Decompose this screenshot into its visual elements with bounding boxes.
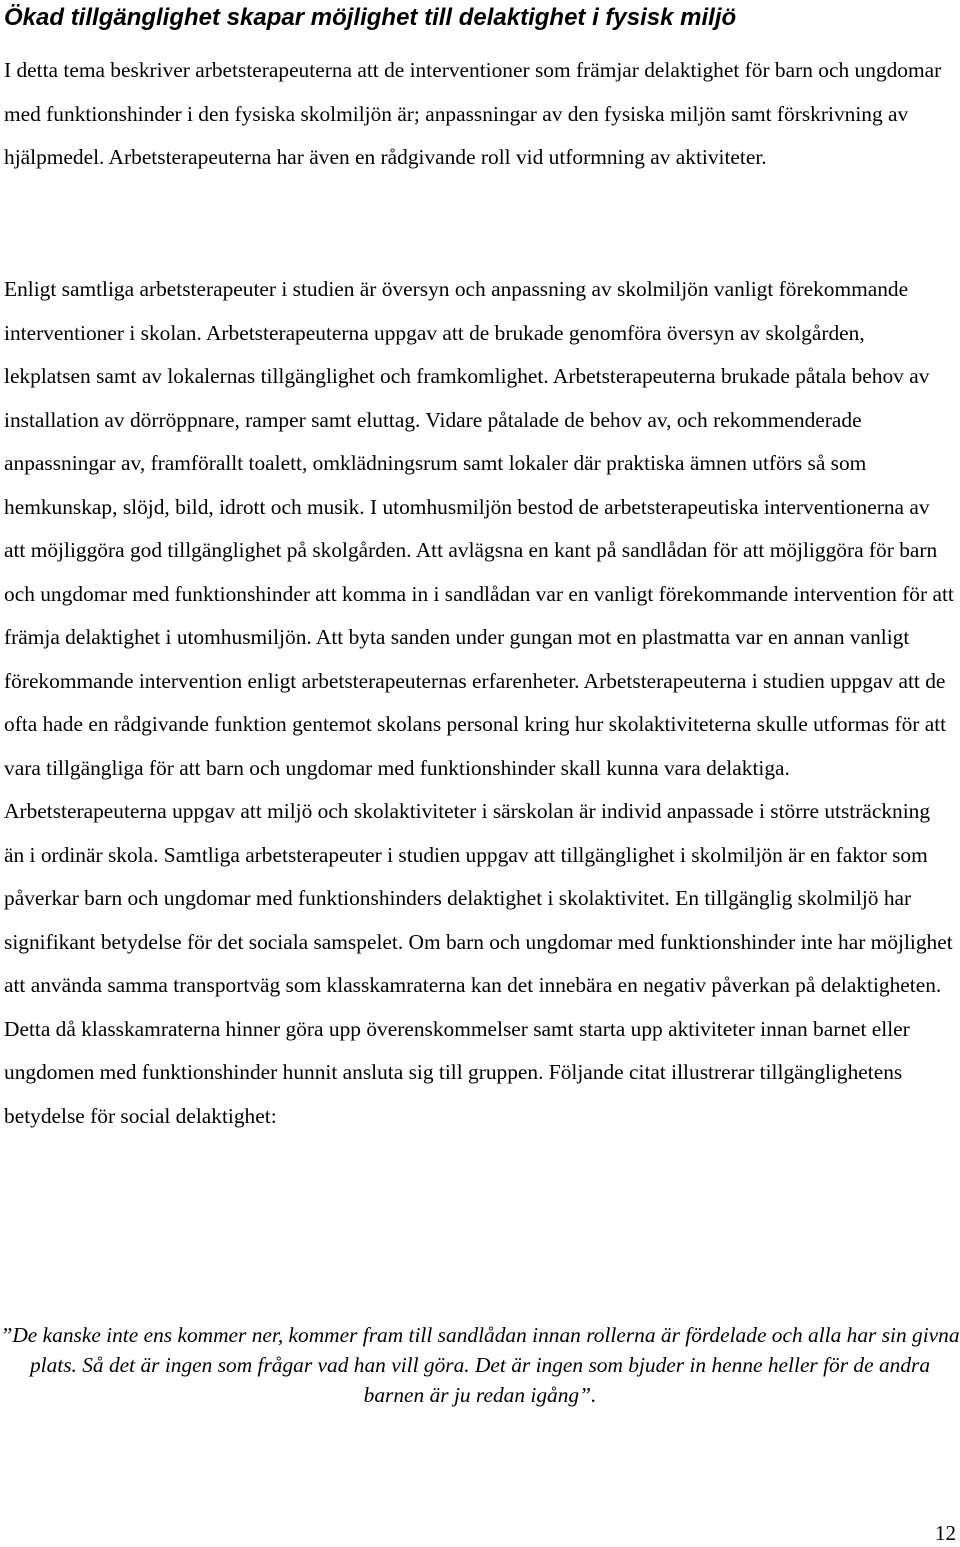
page-number: 12	[935, 1521, 956, 1545]
paragraph-body: Enligt samtliga arbetsterapeuter i studien är översyn och anpassning av skolmiljön vanligt förekommande interventioner i skolan. Arbetsterapeuterna uppgav att de brukade genomföra översyn av skolgården, lekplatsen samt av lokalernas tillgänglighet och framkomlighet. Arbetsterapeuterna brukade påtala behov av installation av dörröppnare, ramper samt eluttag. Vidare påtalade de behov av, och rekommenderade anpassningar av, framförallt toalett, omklädningsrum samt lokaler där praktiska ämnen utförs så som hemkunskap, slöjd, bild, idrott och musik. I utomhusmiljön bestod de arbetsterapeutiska interventionerna av att möjliggöra god tillgänglighet på skolgården. Att avlägsna en kant på sandlådan för att möjliggöra för barn och ungdomar med funktionshinder att komma in i sandlådan var en vanligt förekommande intervention för att främja delaktighet i utomhusmiljön. Att byta sanden under gungan mot en plastmatta var en annan vanligt förekommande intervention enligt arbetsterapeuternas erfarenheter. Arbetsterapeuterna i studien uppgav att de ofta hade en rådgivande funktion gentemot skolans personal kring hur skolaktiviteterna skulle utformas för att vara tillgängliga för att barn och ungdomar med funktionshinder skall kunna vara delaktiga. Arbetsterapeuterna uppgav att miljö och skolaktiviteter i särskolan är individ anpassade i större utsträckning än i ordinär skola. Samtliga arbetsterapeuter i studien uppgav att tillgänglighet i skolmiljön är en faktor som påverkar barn och ungdomar med funktionshinders delaktighet i skolaktivitet. En tillgänglig skolmiljö har signifikant betydelse för det sociala samspelet. Om barn och ungdomar med funktionshinder inte har möjlighet att använda samma transportväg som klasskamraterna kan det innebära en negativ påverkan på delaktigheten. Detta då klasskamraterna hinner göra upp överenskommelser samt starta upp aktiviteter innan barnet eller ungdomen med funktionshinder hunnit ansluta sig till gruppen. Följande citat illustrerar tillgänglighetens betydelse för social delaktighet:	[4, 277, 954, 1128]
paragraph-intro: I detta tema beskriver arbetsterapeuterna att de interventioner som främjar delaktighet för barn och ungdomar med funktionshinder i den fysiska skolmiljön är; anpassningar av den fysiska miljön samt förskrivning av hjälpmedel. Arbetsterapeuterna har även en rådgivande roll vid utformning av aktiviteter.	[4, 58, 942, 169]
section-heading: Ökad tillgänglighet skapar möjlighet till delaktighet i fysisk miljö	[4, 4, 737, 31]
block-quote: ”De kanske inte ens kommer ner, kommer fram till sandlådan innan rollerna är fördelade och alla har sin givna plats. Så det är ingen som frågar vad han vill göra. Det är ingen som bjuder in henne heller för de andra barnen är ju redan igång”.	[0, 1323, 960, 1407]
